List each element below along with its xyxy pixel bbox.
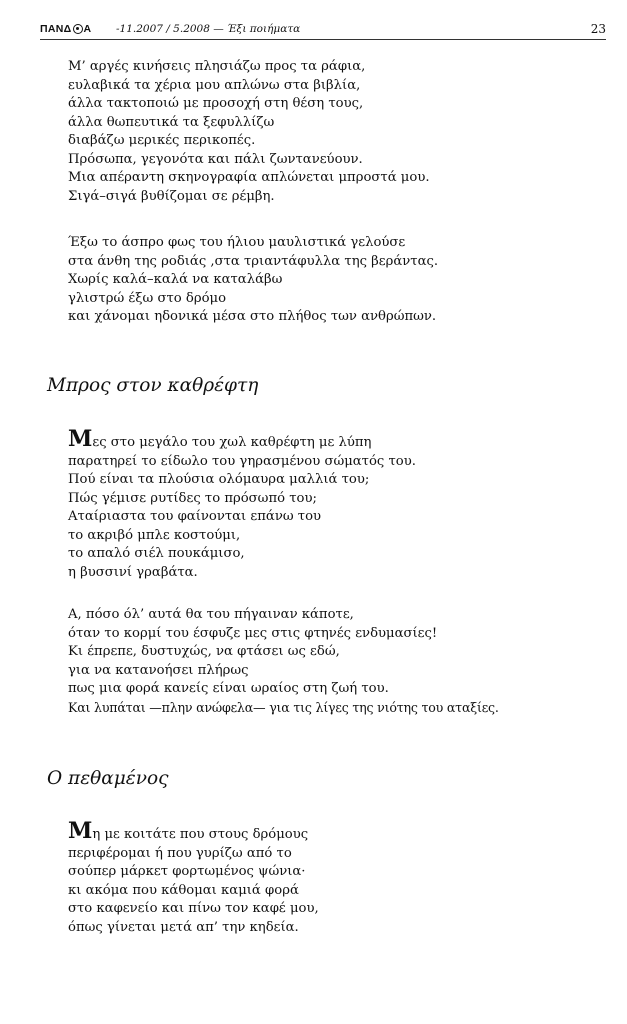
poem-line: για να κατανοήσει πλήρως — [68, 662, 249, 678]
poem-line: Μια απέραντη σκηνογραφία απλώνεται μπροστά μου. — [68, 170, 430, 185]
poem-line: Και λυπάται —πλην ανώφελα— για τις λίγες της νιότης του αταξίες. — [68, 699, 499, 715]
poem-line: κι ακόμα που κάθομαι καμιά φορά — [68, 882, 299, 898]
poem2-stanza2 — [68, 606, 499, 717]
poem3-stanza1 — [68, 818, 319, 937]
poem-line: στα άνθη της ροδιάς ,στα τριαντάφυλλα της βεράντας. — [68, 253, 439, 269]
first-line-text: η με κοιτάτε που στους δρόμους — [92, 827, 309, 842]
poem-line: Πού είναι τα πλούσια ολόμαυρα μαλλιά του; — [68, 472, 370, 487]
poem-line: η βυσσινί γραβάτα. — [68, 564, 198, 580]
poem1-stanza2 — [68, 234, 438, 327]
poem-line: σούπερ μάρκετ φορτωμένος ψώνια· — [68, 864, 306, 879]
poem-first-line — [68, 426, 416, 453]
poem-line: το ακριβό μπλε κοστούμι, — [68, 527, 241, 543]
poem-line: και χάνομαι ηδονικά μέσα στο πλήθος των ανθρώπων. — [68, 309, 437, 324]
first-line-text: ες στο μεγάλο του χωλ καθρέφτη με λύπη — [92, 435, 372, 450]
poem-line: όπως γίνεται μετά απ’ την κηδεία. — [68, 919, 299, 935]
poem-line: Πώς γέμισε ρυτίδες το πρόσωπό του; — [68, 490, 317, 506]
poem-line: Α, πόσο όλ’ αυτά θα του πήγαιναν κάποτε, — [68, 607, 354, 622]
poem-line: γλιστρώ έξω στο δρόμο — [68, 290, 227, 306]
page-number: 23 — [590, 22, 606, 36]
poem-line: Πρόσωπα, γεγονότα και πάλι ζωντανεύουν. — [68, 151, 363, 167]
logo-o-icon — [73, 24, 83, 34]
poem-line: Χωρίς καλά–καλά να καταλάβω — [68, 272, 283, 287]
poem1-stanza1 — [68, 58, 430, 206]
poem2-title: Μπρος στον καθρέφτη — [47, 375, 259, 396]
poem-line: πως μια φορά κανείς είναι ωραίος στη ζωή του. — [68, 681, 389, 696]
poem-line: Κι έπρεπε, δυστυχώς, να φτάσει ως εδώ, — [68, 644, 340, 659]
magazine-logo — [40, 22, 91, 36]
poem-line: Έξω το άσπρο φως του ήλιου μαυλιστικά γελούσε — [68, 235, 406, 250]
logo-text-right: Α — [83, 23, 92, 35]
page-header — [40, 22, 606, 36]
drop-cap: Μ — [68, 818, 93, 844]
poem-line: παρατηρεί το είδωλο του γηρασμένου σώματός του. — [68, 453, 416, 469]
poem-first-line — [68, 818, 319, 845]
poem-line: διαβάζω μερικές περικοπές. — [68, 133, 256, 148]
poem-line: στο καφενείο και πίνω τον καφέ μου, — [68, 901, 319, 916]
poem-line: περιφέρομαι ή που γυρίζω από το — [68, 845, 292, 861]
poem-line: ευλαβικά τα χέρια μου απλώνω στα βιβλία, — [68, 77, 361, 93]
poem-line: Μ’ αργές κινήσεις πλησιάζω προς τα ράφια, — [68, 59, 366, 74]
logo-text-left: ΠΑΝΔ — [40, 23, 72, 35]
poem2-stanza1 — [68, 426, 416, 582]
drop-cap: Μ — [68, 426, 93, 452]
poem-line: Αταίριαστα του φαίνονται επάνω του — [68, 509, 322, 524]
running-title: -11.2007 / 5.2008 — Έξι ποιήματα — [116, 23, 301, 35]
poem-line: όταν το κορμί του έσφυζε μες στις φτηνές ενδυμασίες! — [68, 625, 438, 641]
poem-line: το απαλό σιέλ πουκάμισο, — [68, 546, 245, 561]
poem-line: Σιγά–σιγά βυθίζομαι σε ρέμβη. — [68, 188, 275, 204]
poem-line: άλλα θωπευτικά τα ξεφυλλίζω — [68, 114, 275, 130]
poem-line: άλλα τακτοποιώ με προσοχή στη θέση τους, — [68, 96, 364, 111]
header-rule — [40, 39, 606, 40]
poem3-title: Ο πεθαμένος — [47, 768, 169, 789]
